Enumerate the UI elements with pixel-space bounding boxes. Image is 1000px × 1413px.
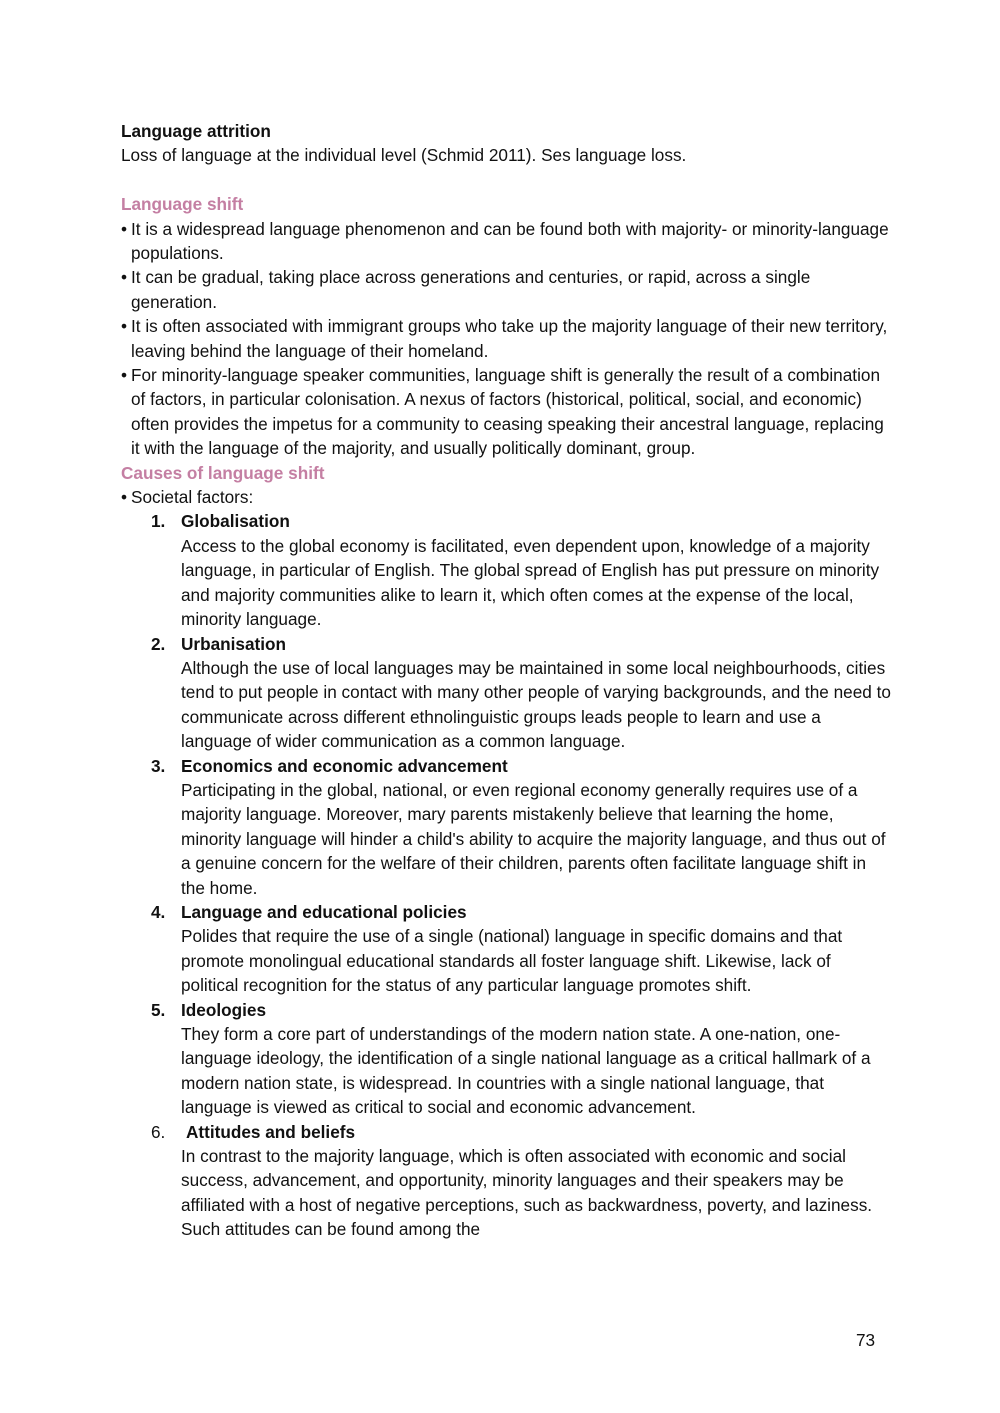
bullet-mark: •: [121, 365, 128, 386]
causes-title: Causes of language shift: [121, 462, 325, 483]
shift-bullet: [121, 363, 891, 461]
cause-text: They form a core part of understandings of the modern nation state. A one-nation, one-language ideology, the identification of a single national language as a critical hallmark of a modern nation state, is widespread. In countries with a single national language, that language is viewed as critical to social and economic advancement.: [181, 1024, 871, 1118]
shift-bullet: [121, 314, 891, 363]
cause-number: 2.: [151, 633, 166, 654]
cause-number: 5.: [151, 999, 166, 1020]
societal-factors-bullet: [121, 485, 891, 509]
cause-title: Urbanisation: [181, 633, 287, 654]
cause-number: 6.: [151, 1121, 166, 1142]
cause-item: [151, 509, 891, 631]
attrition-title: Language attrition: [121, 121, 271, 141]
bullet-mark: •: [121, 218, 128, 239]
cause-text: Polides that require the use of a single (national) language in specific domains and that promote monolingual educational standards all foster language shift. Likewise, lack of political recognition for the status of any particular language promotes shift.: [181, 926, 843, 996]
shift-bullet-text: It is a widespread language phenomenon and can be found both with majority- or minority-language populations.: [131, 218, 889, 264]
document-page: [121, 119, 891, 1242]
cause-number: 4.: [151, 901, 166, 922]
cause-item: [151, 998, 891, 1120]
bullet-mark: •: [121, 267, 128, 288]
cause-title: Globalisation: [181, 511, 290, 532]
cause-title: Language and educational policies: [181, 901, 467, 922]
cause-title: Ideologies: [181, 999, 266, 1020]
cause-item: [151, 1120, 891, 1242]
cause-title: Attitudes and beliefs: [186, 1121, 356, 1142]
shift-bullet-text: It can be gradual, taking place across generations and centuries, or rapid, across a single generation.: [131, 267, 811, 312]
shift-bullet: [121, 217, 891, 266]
cause-item: [151, 754, 891, 900]
bullet-mark: •: [121, 487, 128, 508]
cause-text: Although the use of local languages may be maintained in some local neighbourhoods, cities tend to put people in contact with many other people of varying backgrounds, and the need to communicate across different ethnolinguistic groups leads people to learn and use a language of wider communication as a common language.: [181, 657, 891, 752]
page-number: 73: [856, 1330, 876, 1350]
shift-title: Language shift: [121, 194, 244, 215]
cause-text: Participating in the global, national, or even regional economy generally requires use of a majority language. Moreover, mary parents mistakenly believe that learning the home, minority language will hinder a child's ability to acquire the majority language, and thus out of a genuine concern for the welfare of their children, parents often facilitate language shift in the home.: [181, 779, 886, 898]
societal-factors-label: Societal factors:: [131, 487, 254, 508]
cause-item: [151, 900, 891, 998]
cause-text: Access to the global economy is facilitated, even dependent upon, knowledge of a majority language, in particular of English. The global spread of English has put pressure on minority and majority communities alike to learn it, which often comes at the expense of the local, minority language.: [181, 535, 880, 630]
cause-number: 1.: [151, 511, 166, 532]
cause-number: 3.: [151, 755, 166, 776]
cause-title: Economics and economic advancement: [181, 755, 508, 776]
cause-item: [151, 632, 891, 754]
shift-bullet-text: For minority-language speaker communities, language shift is generally the result of a combination of factors, in particular colonisation. A nexus of factors (historical, political, social, and economic) often provides the impetus for a community to ceasing speaking their ancestral language, replacing it with the language of the majority, and usually politically dominant, group.: [131, 365, 884, 459]
spacer: [121, 168, 891, 192]
attrition-definition: Loss of language at the individual level (Schmid 2011). Ses language loss.: [121, 145, 687, 166]
bullet-mark: •: [121, 316, 128, 337]
shift-bullet-text: It is often associated with immigrant groups who take up the majority language of their new territory, leaving behind the language of their homeland.: [131, 316, 888, 361]
shift-bullet: [121, 265, 891, 314]
cause-text: In contrast to the majority language, which is often associated with economic and social success, advancement, and opportunity, minority languages and their speakers may be affiliated with a host of negative perceptions, such as backwardness, poverty, and laziness. Such attitudes can be found among the: [181, 1146, 873, 1240]
